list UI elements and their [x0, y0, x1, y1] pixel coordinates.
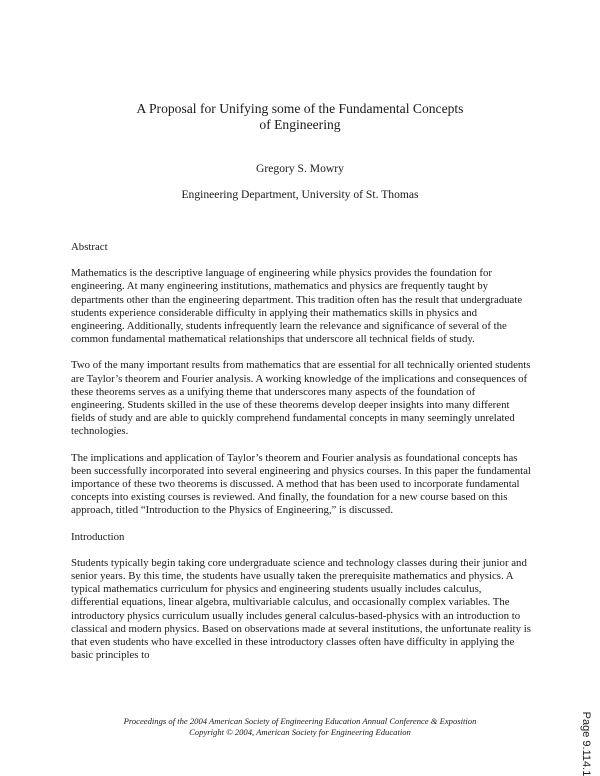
paper-title-line-2: of Engineering	[259, 117, 341, 132]
abstract-heading: Abstract	[71, 241, 108, 253]
footer-copyright: Copyright © 2004, American Society for Engineering Education	[189, 727, 411, 737]
author-affiliation: Engineering Department, University of St. Thomas	[181, 188, 419, 201]
page-footer	[60, 716, 540, 738]
introduction-paragraph-1: Students typically begin taking core undergraduate science and technology classes during their junior and senior years. By this time, the students have usually taken the prerequisite mathematics and physics. A typical mathematics curriculum for physics and engineering students usually includes calculus, differential equations, linear algebra, multivariable calculus, and occasionally complex variables. The introductory physics curriculum usually includes general calculus-based-physics with an introduction to classical and modern physics. Based on observations made at several institutions, the unfortunate reality is that even students who have excelled in these introductory classes often have difficulty in applying the basic principles to	[71, 556, 531, 662]
footer-proceedings: Proceedings of the 2004 American Society of Engineering Education Annual Conference & Exposition	[123, 716, 477, 726]
paper-body	[71, 241, 531, 675]
abstract-paragraph-2: Two of the many important results from mathematics that are essential for all technically oriented students are Taylor’s theorem and Fourier analysis. A working knowledge of the implications and consequences of these theorems serves as a unifying theme that underscores many aspects of the foundation of engineering. Students skilled in the use of these theorems develop deeper insights into many different fields of study and are able to quickly comprehend fundamental concepts in many seemingly unrelated technologies.	[71, 359, 531, 438]
paper-title-line-1: A Proposal for Unifying some of the Fundamental Concepts	[136, 101, 464, 116]
page-number-label: Page 9.114.1	[580, 711, 592, 776]
introduction-heading: Introduction	[71, 530, 125, 543]
paper-title	[100, 101, 500, 133]
page-number	[578, 711, 594, 776]
abstract-paragraph-1: Mathematics is the descriptive language of engineering while physics provides the foundation for engineering. At many engineering institutions, mathematics and physics are frequently taught by departments other than the engineering department. This tradition often has the result that undergraduate students experience considerable difficulty in applying their mathematics skills in physics and engineering. Additionally, students infrequently learn the relevance and significance of several of the common fundamental mathematical relationships that underscore all technical fields of study.	[71, 267, 523, 346]
abstract-paragraph-3: The implications and application of Taylor’s theorem and Fourier analysis as foundational concepts has been successfully incorporated into several engineering and physics courses. In this paper the fundamental importance of these two theorems is discussed. A method that has been used to incorporate fundamental concepts into existing courses is reviewed. And finally, the foundation for a new course based on this approach, titled “Introduction to the Physics of Engineering,” is discussed.	[71, 451, 531, 517]
author-name: Gregory S. Mowry	[256, 162, 344, 175]
